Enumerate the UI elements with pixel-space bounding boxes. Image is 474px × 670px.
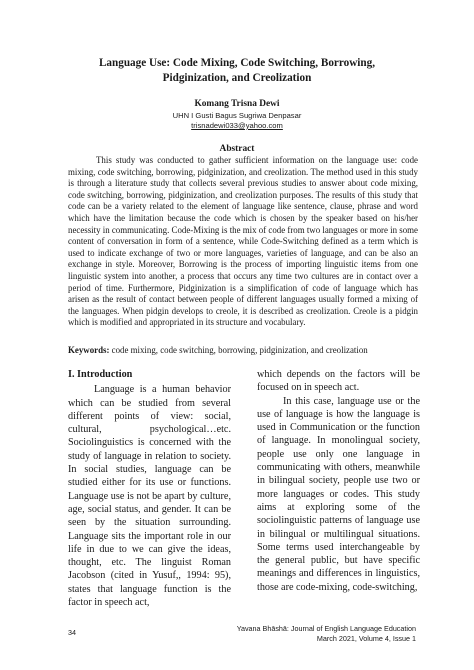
- paper-title: [40, 56, 434, 86]
- author-name: Komang Trisna Dewi: [194, 99, 280, 109]
- section-heading: I. Introduction: [68, 369, 133, 380]
- title-line-2: Pidginization, and Creolization: [162, 72, 312, 84]
- abstract-body: [68, 155, 418, 329]
- keywords-line: [68, 345, 418, 357]
- right-column-paragraph-2: [257, 395, 420, 594]
- author-affiliation: UHN I Gusti Bagus Sugriwa Denpasar: [172, 111, 302, 120]
- right-column: [257, 368, 420, 594]
- right-column-text: In this case, language use or the use of language is how the language is used in Communication or the function of language. In monolingual society, people use only one language in communicating with others, meanwhile in bilingual society, people use two or more languages or codes. This study aims at exploring some of the sociolinguistic patterns of language use in bilingual or multilingual situations. Some terms used interchangeable by the general public, but have specific meanings and differences in linguistics, those are code-mixing, code-switching,: [257, 395, 420, 593]
- journal-name: Yavana Bhāshā: Journal of English Language Education: [236, 624, 416, 633]
- page-number: 34: [68, 628, 76, 637]
- left-column-text: Language is a human behavior which can be studied from several different points of view: social, cultural, psychological…etc. Sociolinguistics is concerned with the study of language in relation to society. In social studies, language can be studied either for its use or functions. Language use is not be apart by culture, age, social status, and gender. It can be seen by the situation surrounding. Language sits the important role in our life in due to we can give the ideas, thought, etc. The linguist Roman Jacobson (cited in Yusuf,, 1994: 95), states that language function is the factor in speech act,: [68, 384, 231, 609]
- keywords-label: Keywords:: [68, 345, 110, 355]
- title-line-1: Language Use: Code Mixing, Code Switching, Borrowing,: [98, 57, 376, 69]
- left-column: [68, 368, 231, 609]
- left-column-paragraph: [68, 383, 231, 609]
- author-email[interactable]: trisnadewi033@yahoo.com: [191, 121, 283, 130]
- keywords-text: code mixing, code switching, borrowing, pidginization, and creolization: [109, 345, 368, 355]
- right-column-paragraph-1: which depends on the factors will be focused on in speech act.: [257, 369, 420, 394]
- journal-issue: March 2021, Volume 4, Issue 1: [316, 634, 416, 643]
- journal-footer: [237, 624, 416, 644]
- abstract-heading: Abstract: [219, 144, 255, 154]
- abstract-text: This study was conducted to gather sufficient information on the language use: code mixing, code switching, borrowing, pidginization, and creolization. The method used in this study is through a literature study that collects several previous studies to answer about code mixing, code switching, borrowing, pidginization, and creolization purposes. The results of this study that code can be a variety related to the element of language like sentence, clause, phrase and word which have the limitation because the code which is chosen by the speaker based on his/her necessity in communicating. Code-Mixing is the mix of code from two languages or more in some content of conversation in form of a sentence, while Code-Switching defined as a term which is used to indicate exchange of two or more languages, varieties of language, and can be also an exchange in style. Moreover, Borrowing is the process of importing linguistic items from one linguistic system into another, a process that occurs any time two cultures are in contact over a period of time. Furthermore, Pidginization is a simplification of code of language which has arisen as the result of contact between people of different languages usually formed a mixing of the languages. When pidgin develops to creole, it is described as creolization. Creole is a pidgin which is modified and appropriated in its structure and vocabulary.: [68, 155, 418, 328]
